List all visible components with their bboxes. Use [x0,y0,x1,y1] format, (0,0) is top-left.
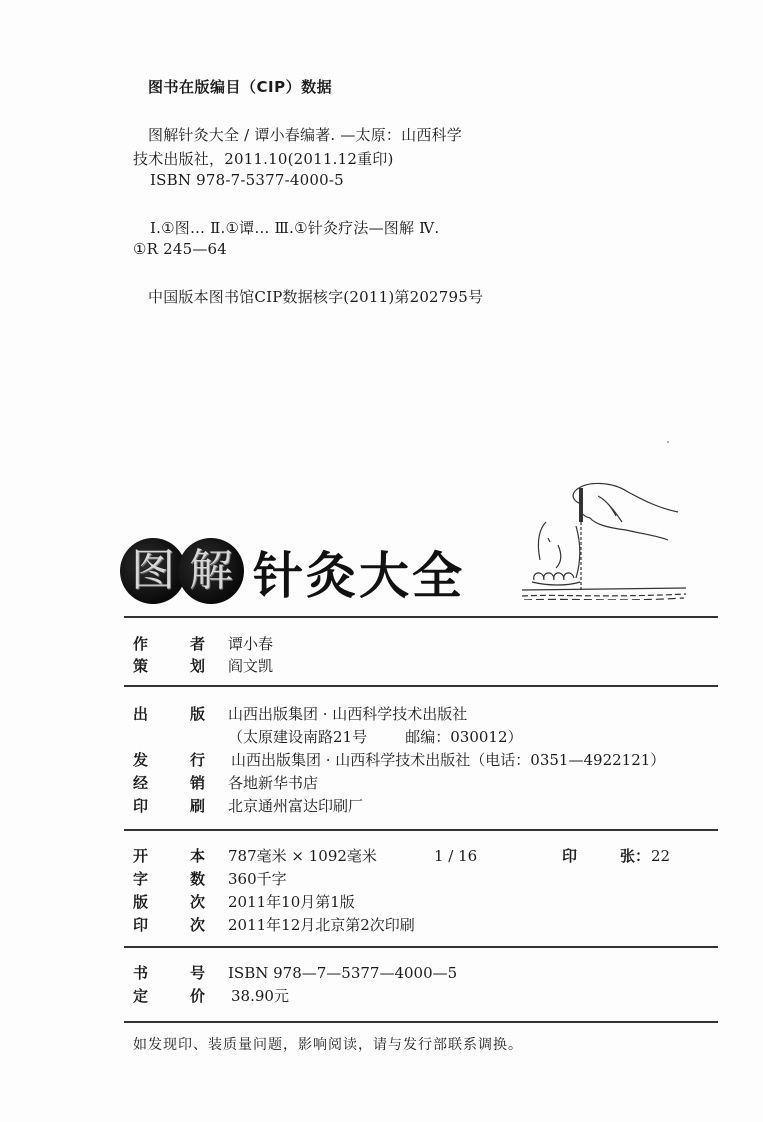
format-value: 787毫米 × 1092毫米 [228,847,377,865]
word-count-value: 360千字 [228,870,287,888]
seller-value: 各地新华书店 [228,774,319,792]
quality-notice: 如发现印、装质量问题，影响阅读，请与发行部联系调换。 [133,1037,523,1053]
logo-char-jie: 解 [178,538,244,604]
divider [124,685,718,687]
cip-isbn: ISBN 978-7-5377-4000-5 [150,171,344,189]
cip-classification-code: ①R 245—64 [133,240,228,258]
author-value: 谭小春 [228,635,274,653]
publisher-value: 山西出版集团 · 山西科学技术出版社 [228,705,468,723]
book-title-logo [120,538,250,606]
cip-title: 图书在版编目（CIP）数据 [148,78,333,96]
printer-value: 北京通州富达印刷厂 [228,797,364,815]
divider [124,1021,718,1023]
printing-value: 2011年12月北京第2次印刷 [228,916,415,934]
publisher-address: （太原建设南路21号 邮编：030012） [228,728,523,746]
cip-record-number: 中国版本图书馆CIP数据核字(2011)第202795号 [148,288,484,306]
print-sheets-value: 22 [651,847,671,865]
edition-value: 2011年10月第1版 [228,893,355,911]
print-sheets-label-2: 张： [620,847,651,865]
price-value: 38.90元 [231,987,289,1005]
format-fraction: 1 / 16 [434,847,478,865]
cip-classification: Ⅰ.①图… Ⅱ.①谭… Ⅲ.①针灸疗法—图解 Ⅳ. [150,219,440,237]
cip-line: 技术出版社，2011.10(2011.12重印) [133,150,394,168]
credit-row-format: 开 本 787毫米 × 1092毫米 1 / 16 印 张： 22 [133,847,671,865]
divider [124,616,718,618]
isbn-value: ISBN 978—7—5377—4000—5 [228,964,458,982]
planner-value: 阎文凯 [228,657,274,675]
cip-line: 图解针灸大全 / 谭小春编著. —太原：山西科学 [148,126,462,144]
distributor-value: 山西出版集团 · 山西科学技术出版社（电话：0351—4922121） [231,751,666,769]
acupuncture-illustration-icon [518,430,688,600]
logo-char-tu: 图 [120,538,186,604]
divider [124,946,718,948]
print-sheets-label-1: 印 [562,847,578,865]
book-title-main: 针灸大全 [253,546,465,605]
divider [124,829,718,831]
